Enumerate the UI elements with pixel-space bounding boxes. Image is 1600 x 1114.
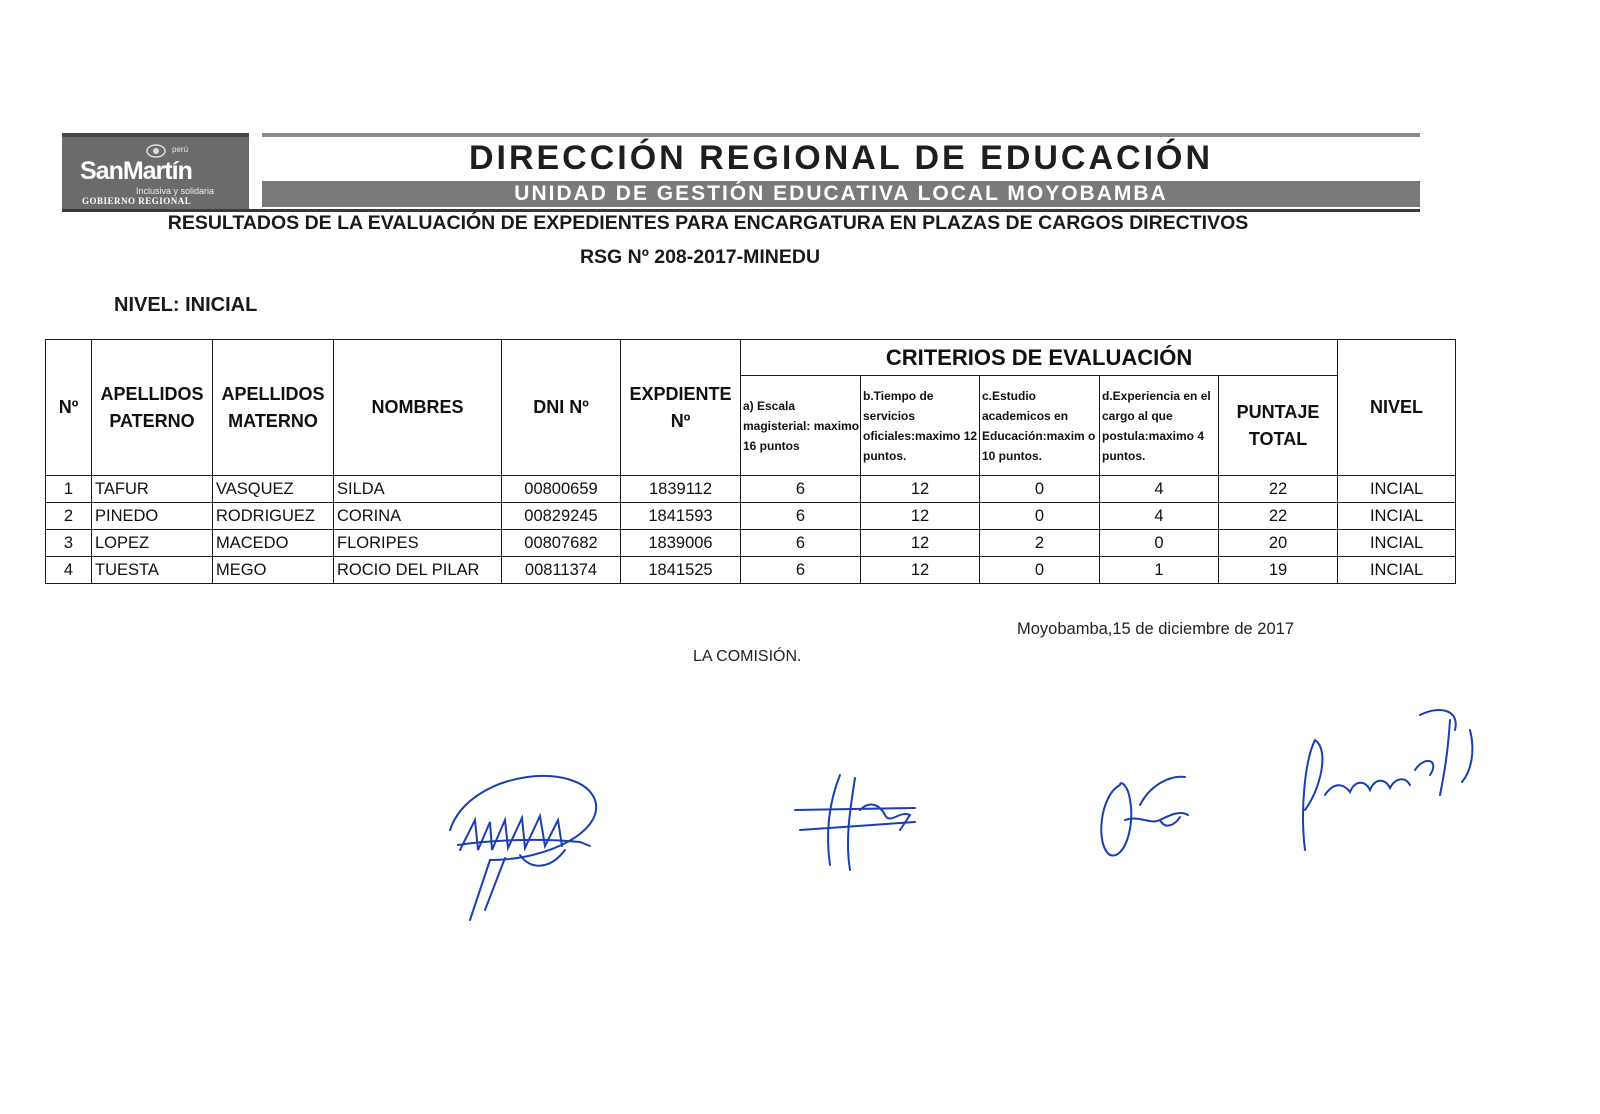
cell-nombres: SILDA (334, 476, 502, 503)
resolution-number: RSG Nº 208-2017-MINEDU (579, 246, 821, 268)
header-materno: APELLIDOS MATERNO (213, 340, 334, 476)
cell-nombres: CORINA (334, 503, 502, 530)
cell-dni: 00807682 (502, 530, 621, 557)
cell-dni: 00829245 (502, 503, 621, 530)
cell-num: 3 (46, 530, 92, 557)
cell-crit-b: 12 (861, 530, 980, 557)
cell-total: 20 (1219, 530, 1338, 557)
cell-crit-c: 0 (980, 503, 1100, 530)
cell-crit-c: 0 (980, 476, 1100, 503)
logo-government: GOBIERNO REGIONAL (82, 196, 192, 206)
header-crit-c: c.Estudio academicos en Educación:maxim o 10 puntos. (980, 376, 1100, 476)
cell-expediente: 1841593 (621, 503, 741, 530)
header-paterno: APELLIDOS PATERNO (92, 340, 213, 476)
cell-total: 22 (1219, 476, 1338, 503)
header-dni: DNI Nº (502, 340, 621, 476)
cell-crit-b: 12 (861, 476, 980, 503)
cell-expediente: 1841525 (621, 557, 741, 584)
page-subtitle: UNIDAD DE GESTIÓN EDUCATIVA LOCAL MOYOBAMBA (514, 182, 1168, 205)
logo-country: perú (172, 145, 189, 154)
cell-nivel: INCIAL (1338, 530, 1456, 557)
cell-crit-b: 12 (861, 557, 980, 584)
table-row (46, 557, 1456, 584)
cell-paterno: TAFUR (92, 476, 213, 503)
cell-expediente: 1839112 (621, 476, 741, 503)
cell-materno: MEGO (213, 557, 334, 584)
cell-crit-b: 12 (861, 503, 980, 530)
logo-tagline: Inclusiva y solidaria (136, 186, 215, 196)
cell-crit-d: 4 (1100, 503, 1219, 530)
cell-total: 22 (1219, 503, 1338, 530)
document-header (62, 133, 1420, 213)
cell-crit-c: 0 (980, 557, 1100, 584)
cell-dni: 00800659 (502, 476, 621, 503)
cell-materno: MACEDO (213, 530, 334, 557)
header-crit-d: d.Experiencia en el cargo al que postula:maximo 4 puntos. (1100, 376, 1219, 476)
logo-name: SanMartín (80, 157, 192, 185)
signature-3 (1090, 765, 1200, 865)
san-martin-logo (62, 133, 249, 211)
header-criterios: CRITERIOS DE EVALUACIÓN (741, 340, 1338, 376)
cell-total: 19 (1219, 557, 1338, 584)
cell-num: 2 (46, 503, 92, 530)
level-label: NIVEL: INICIAL (114, 294, 258, 316)
cell-crit-a: 6 (741, 503, 861, 530)
place-date: Moyobamba,15 de diciembre de 2017 (1017, 620, 1295, 638)
cell-crit-a: 6 (741, 557, 861, 584)
cell-materno: RODRIGUEZ (213, 503, 334, 530)
cell-crit-d: 1 (1100, 557, 1219, 584)
cell-nivel: INCIAL (1338, 557, 1456, 584)
table-row (46, 503, 1456, 530)
commission-label: LA COMISIÓN. (693, 648, 802, 665)
header-top-rule (262, 133, 1420, 137)
header-crit-a: a) Escala magisterial: maximo 16 puntos (741, 376, 861, 476)
cell-paterno: PINEDO (92, 503, 213, 530)
table-row (46, 476, 1456, 503)
cell-nombres: ROCIO DEL PILAR (334, 557, 502, 584)
cell-crit-a: 6 (741, 530, 861, 557)
header-total: PUNTAJE TOTAL (1219, 376, 1338, 476)
cell-num: 1 (46, 476, 92, 503)
table-row (46, 530, 1456, 557)
cell-dni: 00811374 (502, 557, 621, 584)
cell-paterno: LOPEZ (92, 530, 213, 557)
document-heading: RESULTADOS DE LA EVALUACIÓN DE EXPEDIENTES PARA ENCARGATURA EN PLAZAS DE CARGOS DIRECTIVOS (167, 212, 1249, 234)
header-expediente: EXPDIENTE Nº (621, 340, 741, 476)
cell-paterno: TUESTA (92, 557, 213, 584)
cell-expediente: 1839006 (621, 530, 741, 557)
cell-materno: VASQUEZ (213, 476, 334, 503)
signature-4 (1290, 700, 1490, 860)
header-num: Nº (46, 340, 92, 476)
signature-1 (430, 750, 610, 930)
cell-crit-a: 6 (741, 476, 861, 503)
cell-crit-d: 4 (1100, 476, 1219, 503)
cell-num: 4 (46, 557, 92, 584)
cell-crit-d: 0 (1100, 530, 1219, 557)
page-title: DIRECCIÓN REGIONAL DE EDUCACIÓN (468, 139, 1214, 177)
subtitle-band (262, 181, 1420, 207)
signature-2 (790, 770, 930, 880)
cell-nivel: INCIAL (1338, 503, 1456, 530)
header-nombres: NOMBRES (334, 340, 502, 476)
cell-nombres: FLORIPES (334, 530, 502, 557)
results-table (45, 339, 1456, 584)
header-nivel: NIVEL (1338, 340, 1456, 476)
cell-nivel: INCIAL (1338, 476, 1456, 503)
cell-crit-c: 2 (980, 530, 1100, 557)
header-crit-b: b.Tiempo de servicios oficiales:maximo 12 puntos. (861, 376, 980, 476)
